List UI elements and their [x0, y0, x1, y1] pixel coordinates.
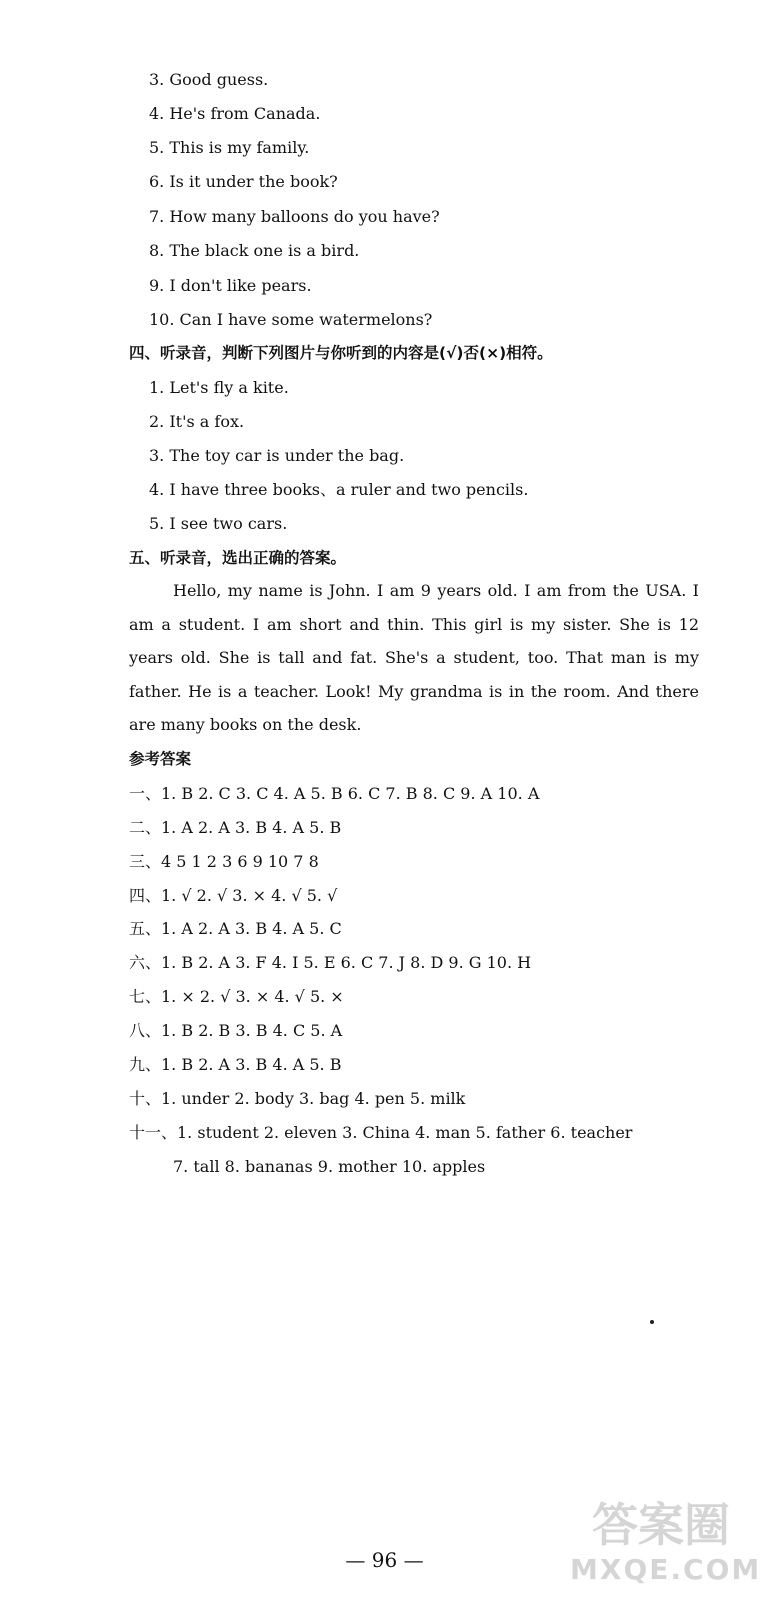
answer-row: 五、1. A 2. A 3. B 4. A 5. C: [129, 919, 342, 938]
answer-row: 八、1. B 2. B 3. B 4. C 5. A: [129, 1021, 343, 1040]
answer-row: 四、1. √ 2. √ 3. × 4. √ 5. √: [129, 886, 338, 905]
section4-item: 4. I have three books、a ruler and two pencils.: [149, 480, 529, 499]
watermark-logo: [570, 1498, 762, 1592]
listening-passage: Hello, my name is John. I am 9 years old. I am from the USA. I am a student. I am short and thin. This girl is my sister. She is 12 years old. She is tall and fat. She's a student, too. That man is my father. He is a teacher. Look! My grandma is in the room. And there are many books on the desk.: [129, 581, 699, 734]
answer-row: 一、1. B 2. C 3. C 4. A 5. B 6. C 7. B 8. C 9. A 10. A: [129, 784, 540, 803]
answer-row: 六、1. B 2. A 3. F 4. I 5. E 6. C 7. J 8. D 9. G 10. H: [129, 953, 532, 972]
answer-row: 三、4 5 1 2 3 6 9 10 7 8: [129, 852, 319, 871]
section4-item: 3. The toy car is under the bag.: [149, 446, 405, 465]
section4-item: 5. I see two cars.: [149, 514, 288, 533]
watermark-top-text: 答案圈: [592, 1498, 730, 1552]
answers-heading: 参考答案: [129, 750, 192, 768]
answer-row: 7. tall 8. bananas 9. mother 10. apples: [173, 1157, 486, 1176]
answer-row: 十、1. under 2. body 3. bag 4. pen 5. milk: [129, 1089, 466, 1108]
print-speck: [650, 1320, 654, 1324]
answer-row: 九、1. B 2. A 3. B 4. A 5. B: [129, 1055, 342, 1074]
section3-item: 10. Can I have some watermelons?: [149, 310, 433, 329]
answer-row: 七、1. × 2. √ 3. × 4. √ 5. ×: [129, 987, 344, 1006]
answer-row: 二、1. A 2. A 3. B 4. A 5. B: [129, 818, 342, 837]
section3-item: 6. Is it under the book?: [149, 172, 338, 191]
section3-item: 8. The black one is a bird.: [149, 241, 360, 260]
section4-item: 1. Let's fly a kite.: [149, 378, 289, 397]
section5-heading: 五、听录音，选出正确的答案。: [129, 549, 347, 567]
answer-row: 十一、1. student 2. eleven 3. China 4. man 5. father 6. teacher: [129, 1123, 633, 1142]
section3-item: 3. Good guess.: [149, 70, 269, 89]
watermark-bottom-text: MXQE.COM: [570, 1553, 762, 1586]
section4-heading: 四、听录音，判断下列图片与你听到的内容是(√)否(×)相符。: [129, 344, 553, 362]
section3-item: 9. I don't like pears.: [149, 276, 312, 295]
section3-item: 4. He's from Canada.: [149, 104, 321, 123]
section3-item: 7. How many balloons do you have?: [149, 207, 440, 226]
section4-item: 2. It's a fox.: [149, 412, 245, 431]
section3-item: 5. This is my family.: [149, 138, 310, 157]
page-number: — 96 —: [345, 1548, 424, 1572]
